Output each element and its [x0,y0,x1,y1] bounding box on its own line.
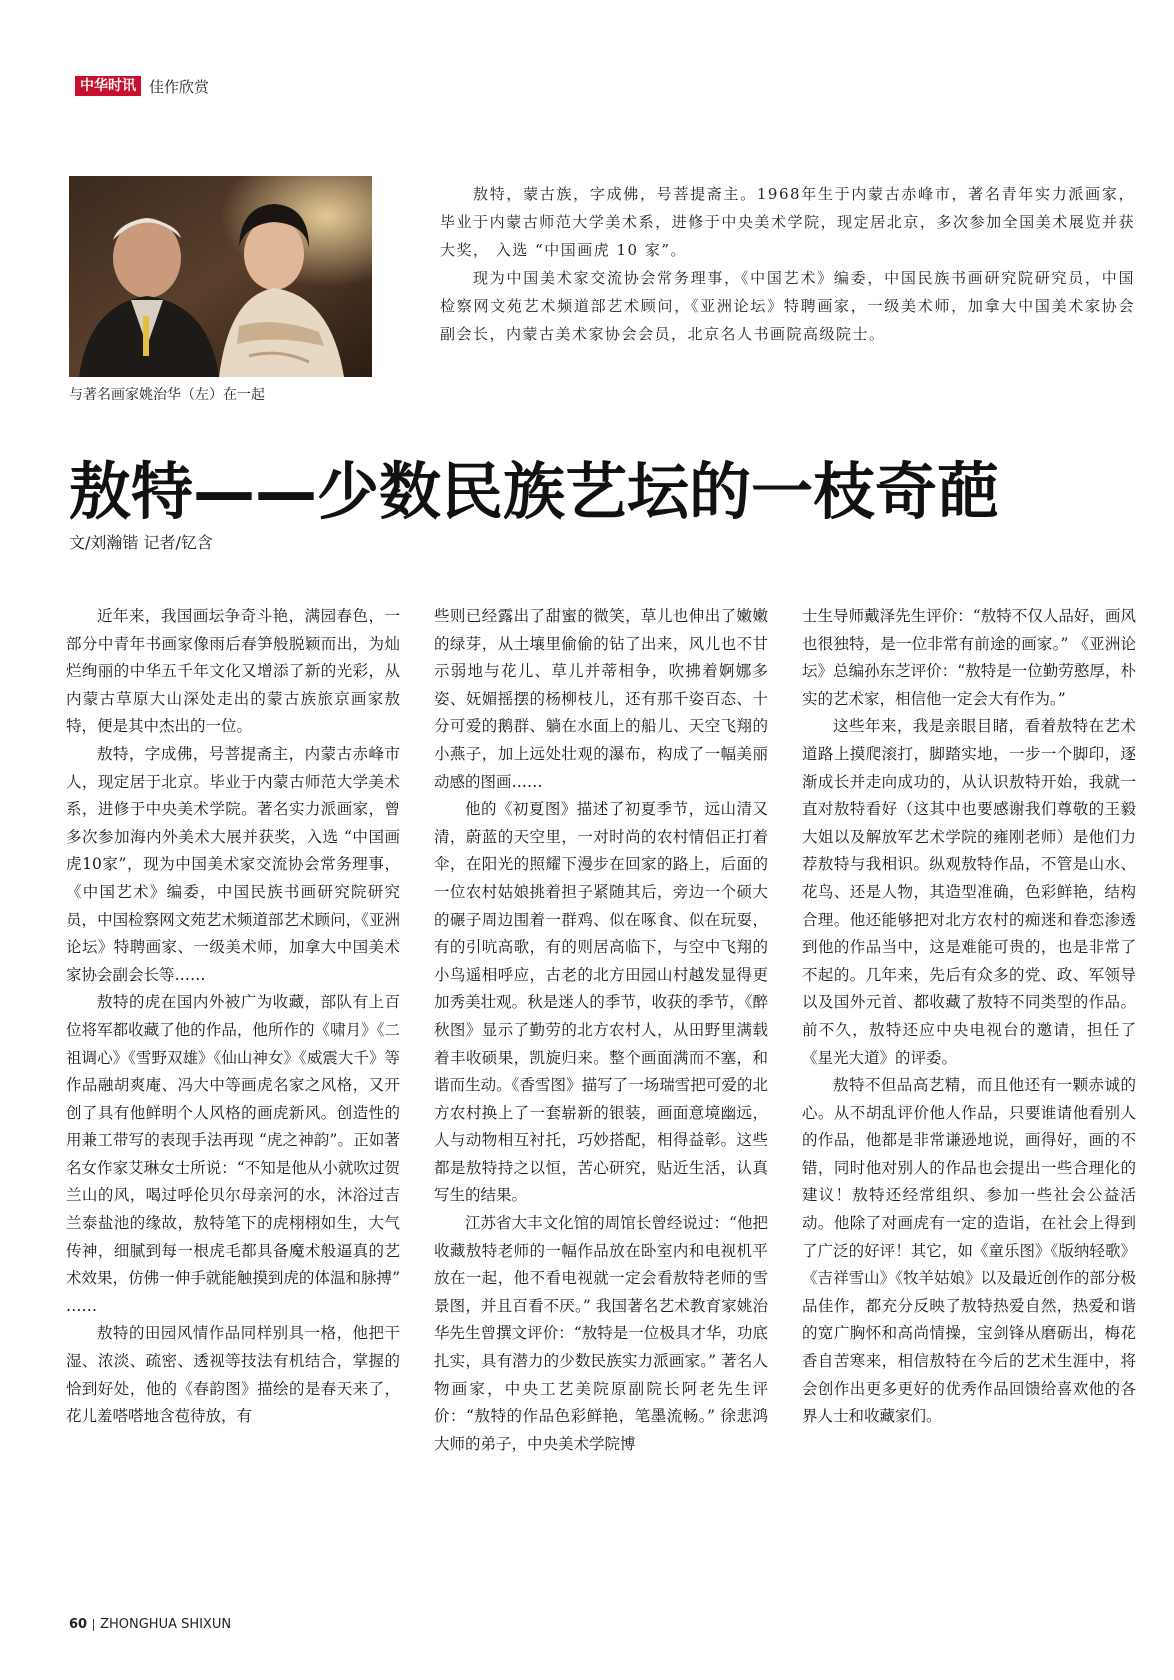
page-number: 60 [69,1617,88,1632]
article-byline: 文/刘瀚锴 记者/钇含 [69,533,213,552]
body-paragraph: 敖特的田园风情作品同样别具一格，他把干湿、浓淡、疏密、透视等技法有机结合，掌握的恰到好处，他的《春韵图》描绘的是春天来了，花儿羞嗒嗒地含苞待放，有 [66,1324,400,1426]
body-paragraph: 敖特的虎在国内外被广为收藏，部队有上百位将军都收藏了他的作品，他所作的《啸月》《二祖调心》《雪野双雄》《仙山神女》《威震大千》等作品融胡爽庵、冯大中等画虎名家之风格，又开创了具有他鲜明个人风格的画虎新风。创造性的用兼工带写的表现手法再现 “虎之神韵”。正如著名女作家艾琳女士所说：“不知是他从小就吹过贺兰山的风，喝过呼伦贝尔母亲河的水，沐浴过吉兰泰盐池的缘故，敖特笔下的虎栩栩如生，大气传神，细腻到每一根虎毛都具备魔术般逼真的艺术效果，仿佛一伸手就能触摸到虎的体温和脉搏” …… [66,993,400,1315]
page-footer [69,1617,231,1632]
body-column-3 [802,603,1136,1563]
body-column-2 [434,603,768,1563]
column-badge: 中华时讯 [75,76,141,96]
body-paragraph: 敖特，字成佛，号菩提斋主，内蒙古赤峰市人，现定居于北京。毕业于内蒙古师范大学美术系，进修于中央美术学院。著名实力派画家，曾多次参加海内外美术大展并获奖，入选 “中国画虎10家”，现为中国美术家交流协会常务理事，《中国艺术》编委，中国民族书画研究院研究员，中国检察网文苑艺术频道部艺术顾问，《亚洲论坛》特聘画家、一级美术师，加拿大中国美术家协会副会长等…… [66,744,400,984]
photo-caption: 与著名画家姚治华（左）在一起 [69,387,265,403]
footer-divider [93,1619,94,1631]
body-paragraph: 他的《初夏图》描述了初夏季节，远山清又清，蔚蓝的天空里，一对时尚的农村情侣正打着伞，在阳光的照耀下漫步在回家的路上，后面的一位农村姑娘挑着担子紧随其后，旁边一个硕大的碾子周边围着一群鸡、似在啄食、似在玩耍，有的引吭高歌，有的则居高临下，与空中飞翔的小鸟遥相呼应，古老的北方田园山村越发显得更加秀美壮观。秋是迷人的季节，收获的季节，《醉秋图》显示了勤劳的北方农村人，从田野里满载着丰收硕果，凯旋归来。整个画面满而不塞，和谐而生动。《香雪图》描写了一场瑞雪把可爱的北方农村换上了一套崭新的银装，画面意境幽远，人与动物相互衬托，巧妙搭配，相得益彰。这些都是敖特持之以恒，苦心研究，贴近生活，认真写生的结果。 [434,800,768,1205]
body-paragraph: 士生导师戴泽先生评价：“敖特不仅人品好，画风也很独特，是一位非常有前途的画家。” 《亚洲论坛》总编孙东芝评价：“敖特是一位勤劳憨厚，朴实的艺术家，相信他一定会大有作为。” [802,607,1136,708]
body-paragraph: 敖特不但品高艺精，而且他还有一颗赤诚的心。从不胡乱评价他人作品，只要谁请他看别人的作品，他都是非常谦逊地说，画得好，画的不错，同时他对别人的作品也会提出一些合理化的建议！敖特还经常组织、参加一些社会公益活动。他除了对画虎有一定的造诣，在社会上得到了广泛的好评！其它，如《童乐图》《版纳轻歌》《吉祥雪山》《牧羊姑娘》以及最近创作的部分极品佳作，都充分反映了敖特热爱自然，热爱和谐的宽广胸怀和高尚情操，宝剑锋从磨砺出，梅花香自苦寒来，相信敖特在今后的艺术生涯中，将会创作出更多更好的优秀作品回馈给喜欢他的各界人士和收藏家们。 [802,1076,1136,1426]
article-photo [69,176,372,377]
artist-bio [440,180,1135,348]
publication-name: ZHONGHUA SHIXUN [100,1617,232,1632]
section-name: 佳作欣赏 [149,77,210,96]
photo-image [69,176,372,377]
body-paragraph: 近年来，我国画坛争奇斗艳，满园春色，一部分中青年书画家像雨后春笋般脱颖而出，为灿烂绚丽的中华五千年文化又增添了新的光彩，从内蒙古草原大山深处走出的蒙古族旅京画家敖特，便是其中杰出的一位。 [66,607,400,736]
bio-paragraph: 敖特，蒙古族，字成佛，号菩提斋主。1968年生于内蒙古赤峰市，著名青年实力派画家，毕业于内蒙古师范大学美术系，进修于中央美术学院，现定居北京，多次参加全国美术展览并获大奖， 入选 “中国画虎 10 家”。 [440,185,1135,259]
article-title: 敖特——少数民族艺坛的一枝奇葩 [69,455,1000,528]
body-column-1 [66,603,400,1563]
body-paragraph: 这些年来，我是亲眼目睹，看着敖特在艺术道路上摸爬滚打，脚踏实地，一步一个脚印，逐渐成长并走向成功的，从认识敖特开始，我就一直对敖特看好（这其中也要感谢我们尊敬的王毅大姐以及解放军艺术学院的雍刚老师）是他们力荐敖特与我相识。纵观敖特作品，不管是山水、花鸟、还是人物，其造型准确，色彩鲜艳，结构合理。他还能够把对北方农村的痴迷和眷恋渗透到他的作品当中，这是难能可贵的，也是非常了不起的。几年来，先后有众多的党、政、军领导以及国外元首、都收藏了敖特不同类型的作品。前不久，敖特还应中央电视台的邀请，担任了《星光大道》的评委。 [802,717,1136,1067]
bio-paragraph: 现为中国美术家交流协会常务理事，《中国艺术》编委，中国民族书画研究院研究员，中国检察网文苑艺术频道部艺术顾问，《亚洲论坛》特聘画家，一级美术师，加拿大中国美术家协会副会长，内蒙古美术家协会会员，北京名人书画院高级院士。 [440,269,1135,343]
page-header [75,75,209,97]
body-paragraph: 些则已经露出了甜蜜的微笑，草儿也伸出了嫩嫩的绿芽，从土壤里偷偷的钻了出来，风儿也不甘示弱地与花儿、草儿并蒂相争，吹拂着婀娜多姿、妩媚摇摆的杨柳枝儿，还有那千姿百态、十分可爱的鹅群、躺在水面上的船儿、天空飞翔的小燕子，加上远处壮观的瀑布，构成了一幅美丽动感的图画…… [434,607,768,791]
article-body [66,603,1136,1563]
body-paragraph: 江苏省大丰文化馆的周馆长曾经说过：“他把收藏敖特老师的一幅作品放在卧室内和电视机平放在一起，他不看电视就一定会看敖特老师的雪景图，并且百看不厌。” 我国著名艺术教育家姚治华先生曾撰文评价：“敖特是一位极具才华，功底扎实，具有潜力的少数民族实力派画家。” 著名人物画家，中央工艺美院原副院长阿老先生评价：“敖特的作品色彩鲜艳，笔墨流畅。” 徐悲鸿大师的弟子，中央美术学院博 [434,1214,768,1453]
